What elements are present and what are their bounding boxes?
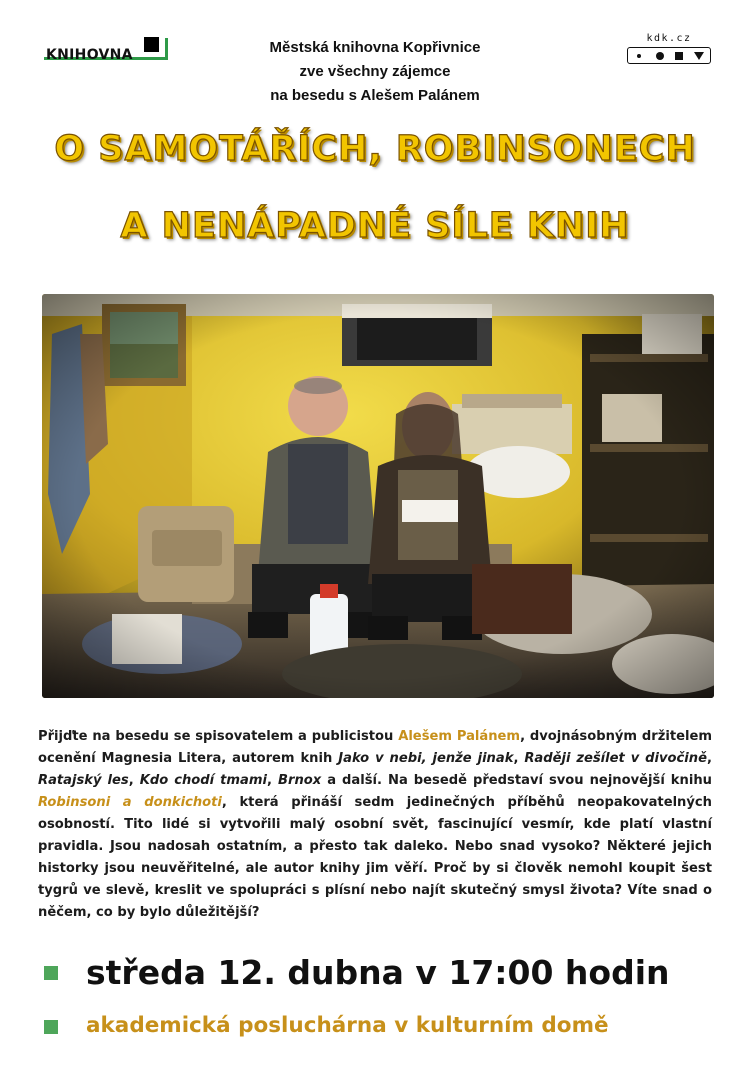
event-description — [38, 726, 712, 924]
book-title-4: Kdo chodí tmami — [139, 773, 268, 788]
desc-text-2: , dvojnásobným držitelem ocenění Magnesia Litera, autorem knih — [38, 729, 712, 766]
book-title-3: Ratajský les — [38, 773, 129, 788]
circle-icon — [656, 52, 664, 60]
logo-square-icon — [144, 37, 159, 52]
dot-icon — [637, 54, 641, 58]
desc-text-4: , která přináší sedm jedinečných příběhů neopakovatelných osobností. Tito lidé si vytvořili malý osobní svět, fascinující vesmír, kde platí vlastní pravidla. Jsou nadosah ostatním, a přesto tak daleko. Nebo snad vysoko? Některé jejich historky jsou neuvěřitelné, ale autor knihy jim věří. Proč by si člověk nemohl koupit šest tygrů ve slevě, kreslit ve spolupráci s plísní nebo najít skutečný smysl života? Víte snad o něčem, co by bylo důležitější? — [38, 795, 712, 920]
title-line-1: O SAMOTÁŘÍCH, ROBINSONECH — [54, 129, 696, 169]
square-icon — [675, 52, 683, 60]
new-book-title: Robinsoni a donkichoti — [38, 795, 222, 810]
bullet-square-icon — [44, 1020, 58, 1034]
title-line-2: A NENÁPADNÉ SÍLE KNIH — [120, 206, 630, 246]
event-date-time: středa 12. dubna v 17:00 hodin — [86, 953, 670, 992]
desc-sep-4: , — [267, 773, 278, 788]
event-photo — [42, 294, 714, 698]
invite-line-3: na besedu s Alešem Palánem — [270, 87, 480, 104]
invite-line-1: Městská knihovna Kopřivnice — [269, 39, 481, 56]
logo-text: KNIHOVNA — [46, 47, 133, 63]
kdk-logo-text: kdk.cz — [646, 33, 692, 44]
triangle-icon — [694, 52, 704, 60]
invitation-text — [195, 36, 555, 108]
desc-sep-3: , — [128, 773, 140, 788]
author-name: Alešem Palánem — [398, 729, 521, 744]
event-location: akademická posluchárna v kulturním domě — [86, 1013, 609, 1038]
kdk-logo — [627, 33, 711, 67]
kdk-symbol-box — [627, 47, 711, 64]
desc-sep-2: , — [707, 751, 712, 766]
photo-illustration — [42, 294, 714, 698]
book-title-2: Raději zešílet v divočině — [524, 751, 707, 766]
desc-text-1: Přijďte na besedu se spisovatelem a publicistou — [38, 729, 399, 744]
book-title-1: Jako v nebi, jenže jinak — [338, 751, 514, 766]
book-title-5: Brnox — [278, 773, 322, 788]
knihovna-logo — [44, 38, 170, 68]
invite-line-2: zve všechny zájemce — [299, 63, 451, 80]
desc-sep-1: , — [513, 751, 525, 766]
desc-text-3: a další. Na besedě představí svou nejnovější knihu — [321, 773, 712, 788]
bullet-square-icon — [44, 966, 58, 980]
